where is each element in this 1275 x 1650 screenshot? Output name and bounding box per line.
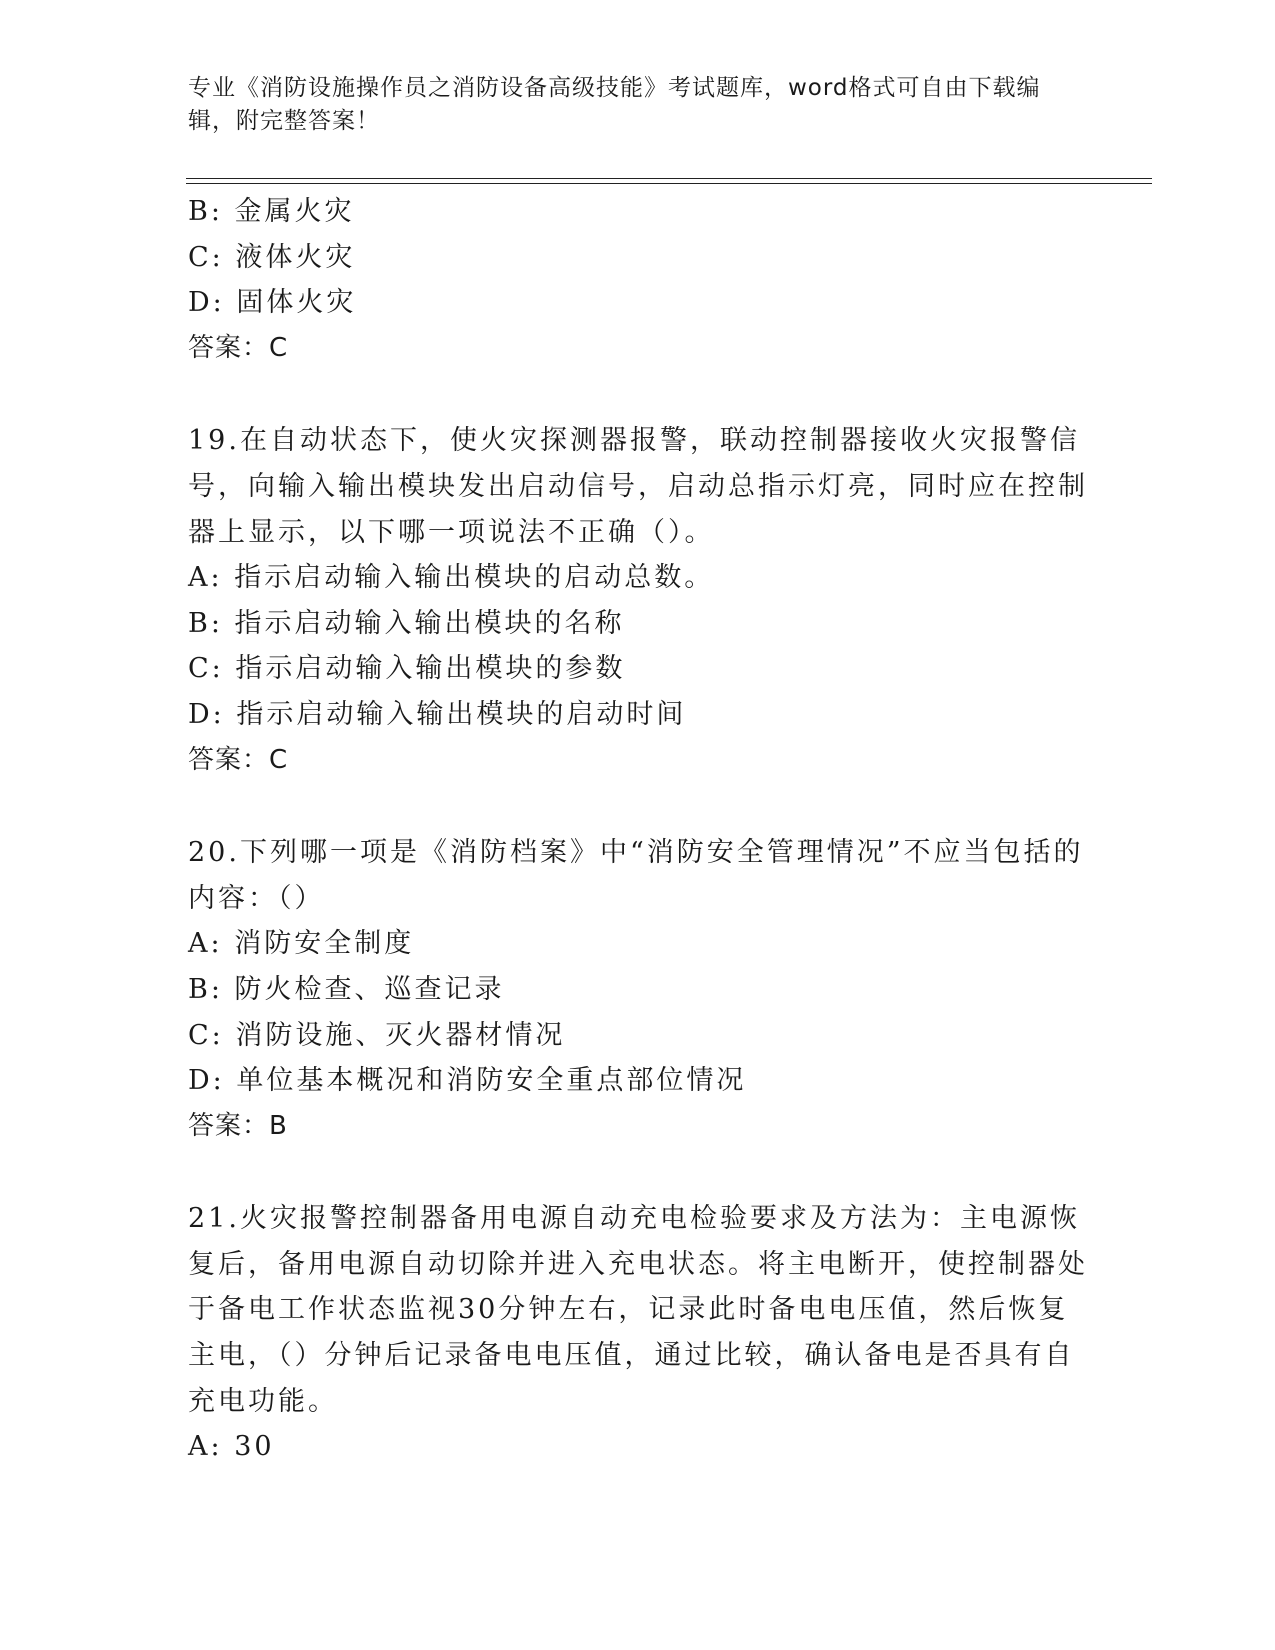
- option-text: 液体火灾: [235, 241, 356, 273]
- question-18-continued: [188, 189, 1088, 371]
- answer-line: 答案：B: [188, 1110, 288, 1141]
- option-text: 固体火灾: [236, 287, 357, 319]
- question-text: 20.下列哪一项是《消防档案》中“消防安全管理情况”不应当包括的内容：（）: [188, 837, 1084, 914]
- option-label: B:: [188, 973, 223, 1005]
- option-b: [188, 967, 1088, 1013]
- option-a: [188, 1424, 1088, 1470]
- question-text: 19.在自动状态下，使火灾探测器报警，联动控制器接收火灾报警信号，向输入输出模块发出启动信号，启动总指示灯亮，同时应在控制器上显示，以下哪一项说法不正确（）。: [188, 425, 1088, 548]
- exam-content: [188, 189, 1088, 1470]
- option-text: 金属火灾: [234, 196, 355, 227]
- option-text: 单位基本概况和消防安全重点部位情况: [236, 1065, 747, 1097]
- option-a: [188, 555, 1088, 601]
- option-text: 消防安全制度: [234, 928, 415, 960]
- option-label: C:: [188, 1019, 224, 1051]
- option-d: [188, 692, 1088, 738]
- option-label: D:: [188, 287, 225, 319]
- option-label: A:: [188, 562, 223, 594]
- option-text: 指示启动输入输出模块的参数: [235, 653, 626, 685]
- option-c: [188, 235, 1088, 281]
- option-b: [188, 601, 1088, 647]
- option-d: [188, 280, 1088, 326]
- option-label: A:: [188, 928, 223, 960]
- option-label: D:: [188, 1065, 225, 1097]
- question-19: [188, 418, 1088, 783]
- page-header: 专业《消防设施操作员之消防设备高级技能》考试题库，word格式可自由下载编辑，附完整答案！: [188, 75, 1041, 134]
- question-20: [188, 830, 1088, 1149]
- answer-line: 答案：C: [188, 332, 289, 363]
- option-c: [188, 646, 1088, 692]
- header-divider-top: [186, 178, 1152, 179]
- question-text: 21.火灾报警控制器备用电源自动充电检验要求及方法为：主电源恢复后，备用电源自动切除并进入充电状态。将主电断开，使控制器处于备电工作状态监视30分钟左右，记录此时备电电压值，然后恢复主电，（）分钟后记录备电电压值，通过比较，确认备电是否具有自充电功能。: [188, 1203, 1088, 1417]
- answer-line: 答案：C: [188, 744, 289, 775]
- option-text: 30: [234, 1431, 275, 1463]
- option-label: B:: [188, 196, 223, 227]
- header-divider-bottom: [186, 183, 1152, 184]
- option-text: 指示启动输入输出模块的启动时间: [236, 698, 687, 730]
- option-d: [188, 1058, 1088, 1104]
- option-a: [188, 921, 1088, 967]
- question-21: [188, 1196, 1088, 1470]
- option-b: [188, 189, 1088, 235]
- option-label: C:: [188, 653, 224, 685]
- option-text: 指示启动输入输出模块的启动总数。: [234, 562, 715, 594]
- option-text: 指示启动输入输出模块的名称: [234, 607, 625, 639]
- option-c: [188, 1013, 1088, 1059]
- option-text: 消防设施、灭火器材情况: [235, 1019, 566, 1051]
- option-text: 防火检查、巡查记录: [234, 973, 505, 1005]
- option-label: C:: [188, 241, 224, 273]
- option-label: A:: [188, 1431, 223, 1463]
- option-label: D:: [188, 698, 225, 730]
- option-label: B:: [188, 607, 223, 639]
